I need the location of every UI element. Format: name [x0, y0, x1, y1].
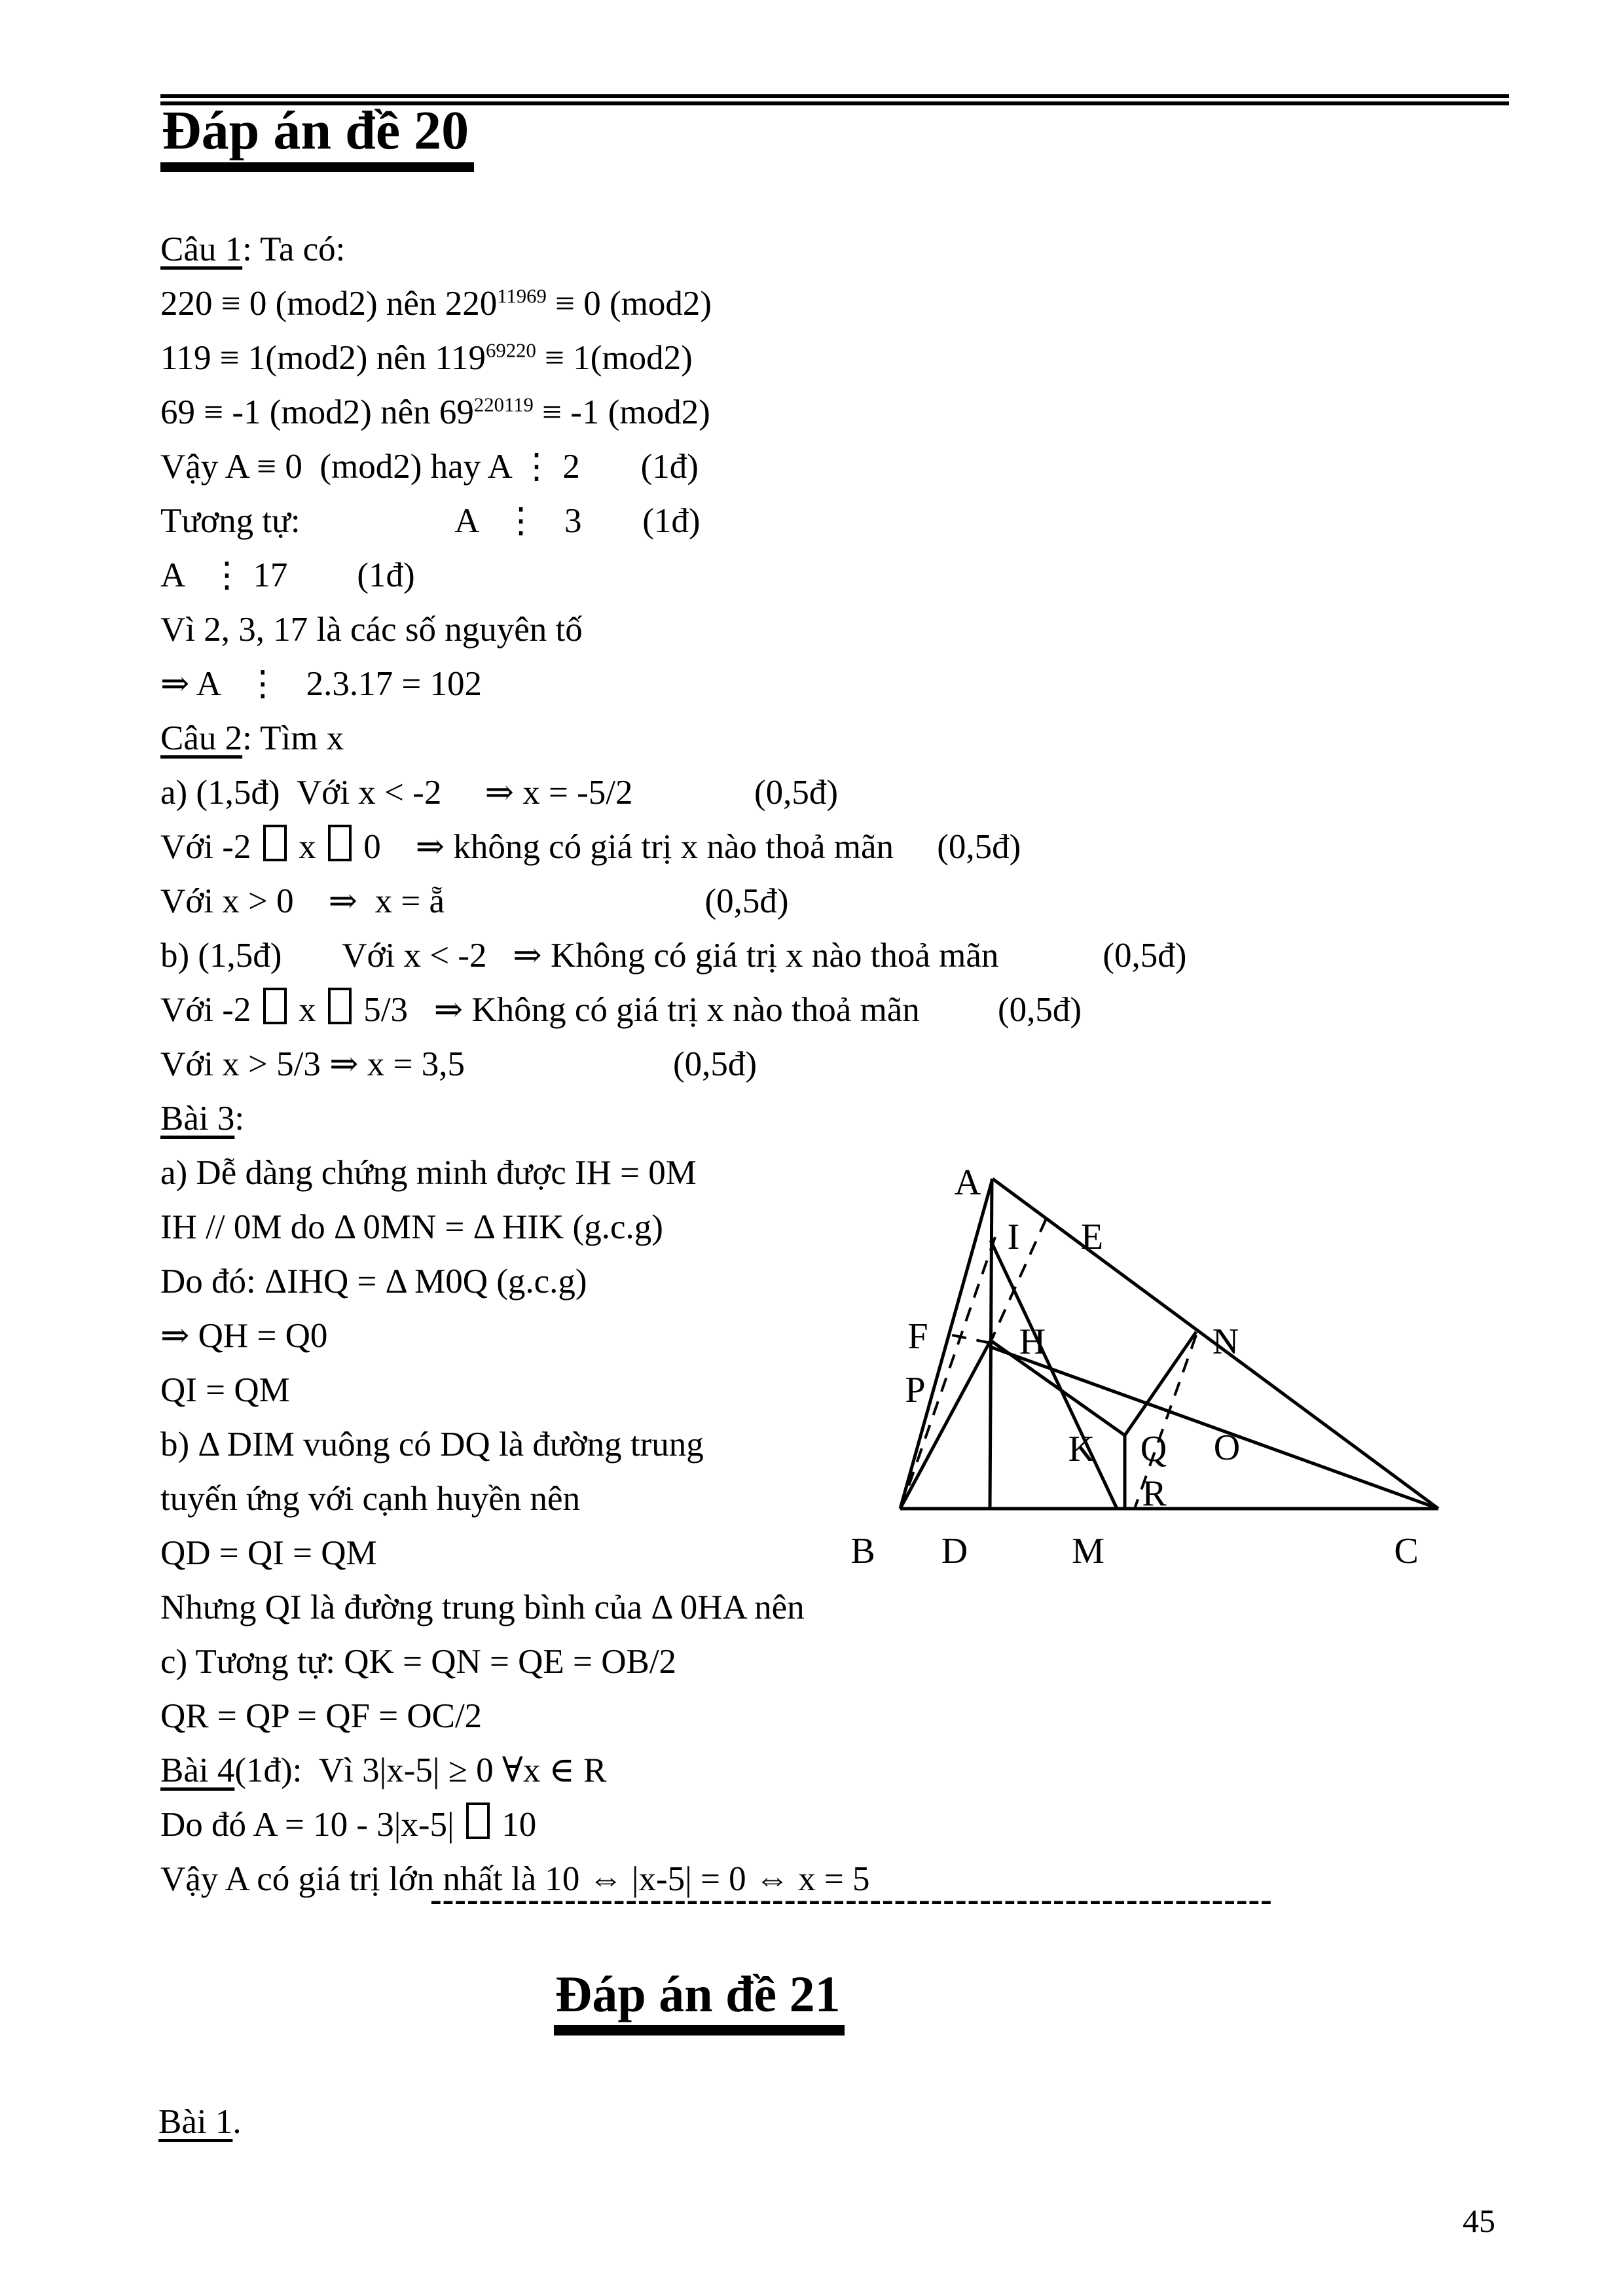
point-label-F: F — [907, 1316, 928, 1357]
point-label-H: H — [1019, 1321, 1046, 1362]
point-label-C: C — [1394, 1531, 1419, 1571]
text-run: Do đó: ΔIHQ = Δ M0Q (g.c.g) — [160, 1263, 587, 1300]
missing-glyph-box — [263, 988, 287, 1025]
diagram-dashed-line — [946, 1334, 991, 1343]
text-run: ⇒ A ⋮ 2.3.17 = 102 — [160, 665, 482, 703]
section-separator: --------------------------------------------------------------------- — [430, 1880, 1273, 1918]
text-run: : — [234, 1100, 245, 1138]
text-run: Với x > 0 ⇒ x = ẵ (0,5đ) — [160, 882, 789, 920]
text-run: (1đ): Vì 3|x-5| ≥ 0 ∀x ∈ R — [234, 1751, 607, 1789]
text-line — [160, 657, 1496, 711]
text-line — [160, 603, 1496, 657]
text-run: 10 — [493, 1806, 537, 1844]
missing-glyph-box — [328, 825, 352, 862]
page-number: 45 — [1463, 2202, 1495, 2239]
text-line — [160, 711, 1496, 766]
point-label-A: A — [954, 1162, 981, 1203]
superscript-exponent: 69220 — [486, 339, 536, 362]
text-run: c) Tương tự: QK = QN = QE = OB/2 — [160, 1643, 677, 1681]
text-run: : Tìm x — [242, 719, 344, 757]
text-line — [160, 983, 1496, 1037]
text-line — [160, 1635, 1496, 1689]
text-run: b) (1,5đ) Với x < -2 ⇒ Không có giá trị x nào thoả mãn (0,5đ) — [160, 937, 1187, 975]
missing-glyph-box — [263, 825, 287, 862]
text-run: Nhưng QI là đường trung bình của Δ 0HA nên — [160, 1588, 805, 1626]
geometry-diagram — [825, 1139, 1486, 1577]
text-line — [160, 820, 1496, 874]
superscript-exponent: 11969 — [497, 285, 547, 308]
text-run: tuyến ứng với cạnh huyền nên — [160, 1480, 581, 1518]
text-run: QI = QM — [160, 1371, 290, 1409]
text-run: Vì 2, 3, 17 là các số nguyên tố — [160, 611, 583, 649]
underlined-label: Câu 1 — [160, 230, 243, 268]
text-run: 220 ≡ 0 (mod2) nên 220 — [160, 285, 498, 323]
text-run: QD = QI = QM — [160, 1534, 377, 1572]
text-run: Với -2 — [160, 991, 260, 1029]
text-run: . — [232, 2103, 242, 2141]
text-run: Vậy A có giá trị lớn nhất là 10 ⇔ |x-5| = 0 ⇔ x = 5 — [160, 1860, 870, 1898]
diagram-line — [991, 1240, 1117, 1509]
diagram-line — [1125, 1332, 1196, 1435]
text-run: a) (1,5đ) Với x < -2 ⇒ x = -5/2 (0,5đ) — [160, 774, 839, 812]
text-line — [160, 223, 1496, 277]
text-line — [160, 1092, 1496, 1146]
text-run: ≡ 1(mod2) — [536, 339, 693, 377]
underlined-label: Bài 3 — [160, 1100, 235, 1138]
next-section-title: Đáp án đề 21 — [554, 1969, 845, 2036]
point-label-R: R — [1142, 1473, 1167, 1514]
text-run: ≡ 0 (mod2) — [546, 285, 712, 323]
text-run: Vậy A ≡ 0 (mod2) hay A ⋮ 2 (1đ) — [160, 448, 699, 486]
text-run: x — [289, 991, 325, 1029]
text-run: A ⋮ 17 (1đ) — [160, 556, 415, 594]
point-label-M: M — [1072, 1531, 1104, 1571]
page-title: Đáp án đề 20 — [160, 103, 474, 172]
text-run: ⇒ QH = Q0 — [160, 1317, 328, 1355]
text-line — [160, 331, 1496, 386]
text-line — [160, 548, 1496, 603]
text-line — [160, 929, 1496, 983]
point-label-D: D — [941, 1531, 968, 1571]
superscript-exponent: 220119 — [473, 393, 534, 416]
text-line — [160, 1581, 1496, 1635]
bai-1-heading — [158, 2102, 242, 2142]
missing-glyph-box — [466, 1803, 490, 1840]
text-line — [160, 766, 1496, 820]
point-label-P: P — [905, 1370, 926, 1410]
answer-text-block — [160, 223, 1496, 1907]
text-line — [160, 277, 1496, 331]
text-run: ≡ -1 (mod2) — [533, 393, 710, 431]
point-label-B: B — [850, 1531, 875, 1571]
text-line — [160, 1798, 1496, 1852]
point-label-N: N — [1212, 1321, 1239, 1362]
text-line — [160, 1744, 1496, 1798]
text-run: 5/3 ⇒ Không có giá trị x nào thoả mãn (0,5đ) — [354, 991, 1082, 1029]
text-run: Do đó A = 10 - 3|x-5| — [160, 1806, 463, 1844]
text-run: : Ta có: — [242, 230, 346, 268]
text-line — [160, 1037, 1496, 1092]
text-run: a) Dễ dàng chứng minh được IH = 0M — [160, 1154, 697, 1192]
text-run: b) Δ DIM vuông có DQ là đường trung — [160, 1426, 704, 1463]
text-run: QR = QP = QF = OC/2 — [160, 1697, 483, 1735]
diagram-line — [900, 1340, 991, 1509]
text-line — [160, 1689, 1496, 1744]
underlined-label: Câu 2 — [160, 719, 243, 757]
text-run: x — [289, 828, 325, 866]
underlined-label: Bài 4 — [160, 1751, 235, 1789]
text-line — [160, 386, 1496, 440]
text-line — [160, 874, 1496, 929]
point-label-O: O — [1213, 1427, 1241, 1468]
underlined-label: Bài 1 — [158, 2103, 233, 2141]
point-label-K: K — [1068, 1429, 1095, 1469]
text-line — [160, 494, 1496, 548]
text-line — [160, 440, 1496, 494]
text-run: 69 ≡ -1 (mod2) nên 69 — [160, 393, 474, 431]
text-run: Với x > 5/3 ⇒ x = 3,5 (0,5đ) — [160, 1045, 757, 1083]
point-label-I: I — [1007, 1217, 1020, 1257]
text-run: Tương tự: A ⋮ 3 (1đ) — [160, 502, 701, 540]
point-label-Q: Q — [1140, 1429, 1167, 1469]
point-label-E: E — [1080, 1217, 1104, 1257]
text-run: 119 ≡ 1(mod2) nên 119 — [160, 339, 486, 377]
text-run: IH // 0M do Δ 0MN = Δ HIK (g.c.g) — [160, 1208, 663, 1246]
text-run: 0 ⇒ không có giá trị x nào thoả mãn (0,5đ) — [354, 828, 1021, 866]
missing-glyph-box — [328, 988, 352, 1025]
text-run: Với -2 — [160, 828, 260, 866]
